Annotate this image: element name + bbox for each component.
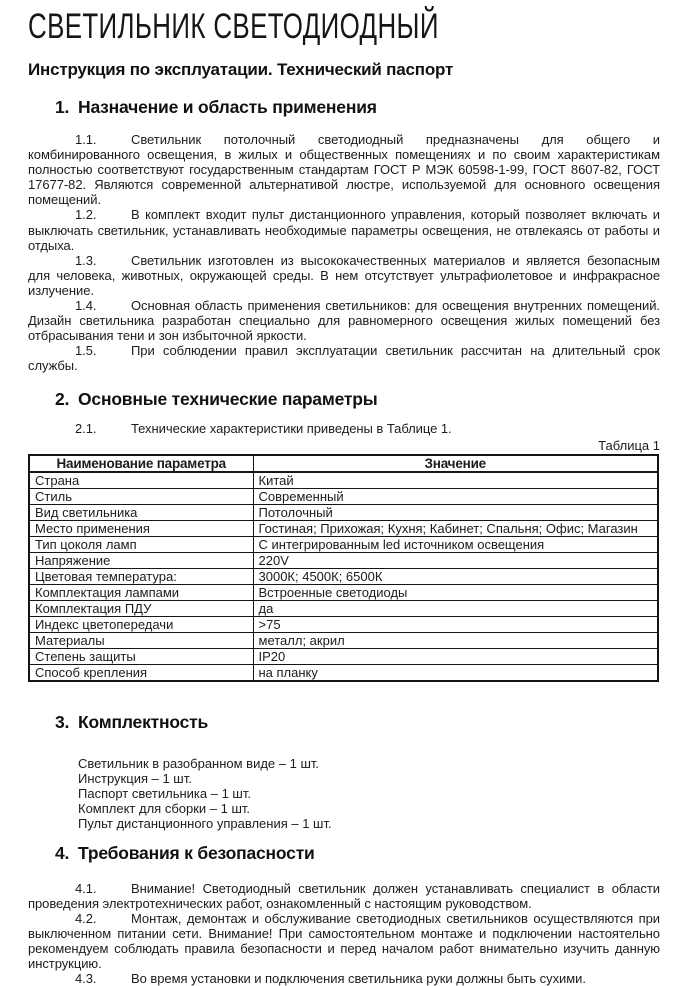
section-number: 3. — [55, 711, 70, 732]
page-title: СВЕТИЛЬНИК СВЕТОДИОДНЫЙ — [28, 7, 439, 46]
param-value-cell: металл; акрил — [253, 632, 658, 648]
param-name-cell: Напряжение — [29, 552, 253, 568]
paragraph-number: 1.3. — [75, 252, 97, 268]
section-title: Требования к безопасности — [78, 842, 315, 863]
table-row — [29, 664, 658, 681]
param-name-cell: Цветовая температура: — [29, 568, 253, 584]
param-value-cell: Современный — [253, 488, 658, 504]
paragraph-2-1 — [28, 421, 660, 436]
table-row — [29, 600, 658, 616]
section-number: 4. — [55, 842, 70, 863]
param-value-cell: >75 — [253, 616, 658, 632]
param-name-cell: Способ крепления — [29, 664, 253, 681]
param-name-cell: Вид светильника — [29, 504, 253, 520]
section-heading-1 — [28, 97, 660, 117]
paragraph-number: 4.3. — [75, 971, 97, 986]
paragraph-number: 4.2. — [75, 910, 97, 926]
param-value-cell: С интегрированным led источником освещения — [253, 536, 658, 552]
param-value-header: Значение — [253, 455, 658, 472]
paragraph-1-2 — [28, 207, 660, 252]
param-value-cell: Встроенные светодиоды — [253, 584, 658, 600]
paragraph-text: Светильник изготовлен из высококачественных материалов и является безопасным для человека, животных, окружающей среды. В нем отсутствует ультрафиолетовое и инфракрасное излучение. — [28, 252, 660, 298]
paragraph-text: Технические характеристики приведены в Таблице 1. — [131, 420, 452, 436]
table-row — [29, 488, 658, 504]
param-value-cell: Потолочный — [253, 504, 658, 520]
doc-subtitle: Инструкция по эксплуатации. Технический паспорт — [28, 60, 454, 79]
param-name-cell: Комплектация лампами — [29, 584, 253, 600]
param-name-cell: Стиль — [29, 488, 253, 504]
param-name-header: Наименование параметра — [29, 455, 253, 472]
section-heading-3 — [28, 712, 660, 732]
paragraph-1-1 — [28, 132, 660, 207]
param-value-cell: 220V — [253, 552, 658, 568]
paragraph-number: 1.5. — [75, 343, 97, 359]
paragraph-number: 1.4. — [75, 298, 97, 314]
paragraph-text: Внимание! Светодиодный светильник должен устанавливать специалист в области проведения электротехнических работ, ознакомленный с настоящим руководством. — [28, 880, 660, 911]
param-name-cell: Индекс цветопередачи — [29, 616, 253, 632]
param-name-cell: Степень защиты — [29, 648, 253, 664]
paragraph-text: Светильник потолочный светодиодный предназначены для общего и комбинированного освещения, в жилых и общественных помещениях и по своим характеристикам полностью соответствуют государственным стандартам ГОСТ Р МЭК 60598-1-99, ГОСТ 8607-82, ГОСТ 17677-82. Являются современной альтернативой люстре, используемой для основного освещения помещений. — [28, 132, 660, 208]
section-title: Основные технические параметры — [78, 388, 378, 409]
paragraph-1-5 — [28, 343, 660, 373]
table-row — [29, 536, 658, 552]
list-item: Паспорт светильника – 1 шт. — [78, 786, 251, 801]
param-value-cell: Китай — [253, 472, 658, 489]
param-name-cell: Комплектация ПДУ — [29, 600, 253, 616]
table-row — [29, 568, 658, 584]
paragraph-text: В комплект входит пульт дистанционного управления, который позволяет включать и выключать светильник, устанавливать необходимые параметры освещения, не отвлекаясь от работы и отдыха. — [28, 207, 660, 253]
param-value-cell: на планку — [253, 664, 658, 681]
paragraph-text: Монтаж, демонтаж и обслуживание светодиодных светильников осуществляются при выключенном питании сети. Внимание! При самостоятельном монтаже и подключении настоятельно рекомендуем соблюдать правила безопасности и перед началом работ внимательно изучить данную инструкцию. — [28, 910, 660, 972]
param-name-cell: Материалы — [29, 632, 253, 648]
param-value-cell: IP20 — [253, 648, 658, 664]
table-row — [29, 520, 658, 536]
param-value-cell: да — [253, 600, 658, 616]
table-caption: Таблица 1 — [598, 437, 660, 453]
param-name-cell: Тип цоколя ламп — [29, 536, 253, 552]
paragraph-number: 1.2. — [75, 207, 97, 223]
paragraph-4-3 — [28, 971, 660, 986]
paragraph-1-3 — [28, 253, 660, 298]
contents-list — [28, 756, 660, 832]
param-value-cell: Гостиная; Прихожая; Кухня; Кабинет; Спальня; Офис; Магазин — [253, 520, 658, 536]
section-number: 1. — [55, 97, 70, 117]
table-row — [29, 632, 658, 648]
paragraph-1-4 — [28, 298, 660, 343]
table-row — [29, 616, 658, 632]
section-title: Назначение и область применения — [78, 97, 377, 117]
param-name-cell: Место применения — [29, 520, 253, 536]
table-row — [29, 504, 658, 520]
paragraph-4-2 — [28, 911, 660, 971]
param-name-cell: Страна — [29, 472, 253, 489]
table-row — [29, 472, 658, 489]
paragraph-text: Во время установки и подключения светильника руки должны быть сухими. — [131, 971, 586, 986]
section-title: Комплектность — [78, 711, 209, 732]
paragraph-number: 4.1. — [75, 880, 97, 896]
table-header-row — [29, 455, 658, 472]
paragraph-text: Основная область применения светильников: для освещения внутренних помещений. Дизайн светильника разработан специально для равномерного освещения жилых помещений без отбрасывания тени и зон избыточной яркости. — [28, 298, 660, 344]
list-item: Комплект для сборки – 1 шт. — [78, 801, 251, 817]
paragraph-number: 2.1. — [75, 420, 97, 436]
section-heading-2 — [28, 389, 660, 409]
section-number: 2. — [55, 388, 70, 409]
table-row — [29, 552, 658, 568]
table-row — [29, 648, 658, 664]
section-heading-4 — [28, 843, 660, 863]
section-4-body — [28, 881, 660, 986]
section-1-body — [28, 132, 660, 374]
list-item: Пульт дистанционного управления – 1 шт. — [78, 816, 332, 832]
paragraph-number: 1.1. — [75, 132, 97, 147]
paragraph-4-1 — [28, 881, 660, 911]
params-table — [28, 454, 659, 682]
list-item: Светильник в разобранном виде – 1 шт. — [78, 755, 320, 771]
paragraph-text: При соблюдении правил эксплуатации светильник рассчитан на длительный срок службы. — [28, 343, 660, 374]
table-row — [29, 584, 658, 600]
list-item: Инструкция – 1 шт. — [78, 770, 192, 786]
param-value-cell: 3000К; 4500К; 6500К — [253, 568, 658, 584]
